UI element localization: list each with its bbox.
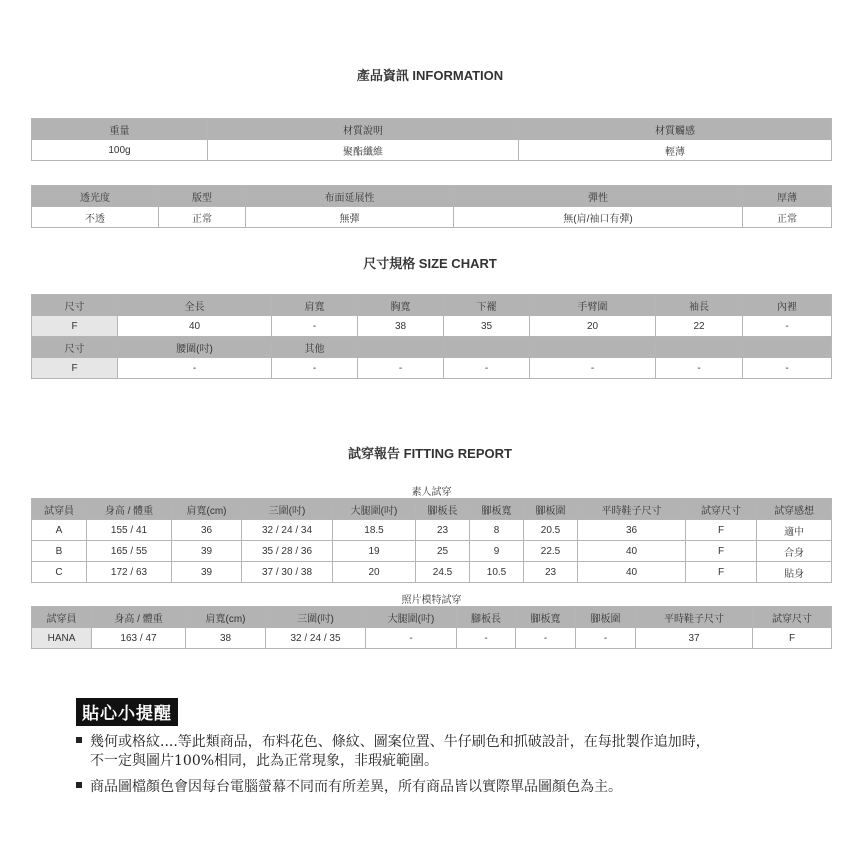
fit1-cell: 25 xyxy=(416,541,470,562)
fit1-header: 三圍(吋) xyxy=(242,499,333,520)
size-header: 其他 xyxy=(272,337,358,358)
fit1-cell: 9 xyxy=(470,541,524,562)
fit1-cell: C xyxy=(32,562,87,583)
fit1-header: 身高 / 體重 xyxy=(87,499,172,520)
size-label: F xyxy=(32,316,118,337)
size-header: 內裡 xyxy=(743,295,832,316)
size-header: 肩寬 xyxy=(272,295,358,316)
fit2-header: 試穿員 xyxy=(32,607,92,628)
fit1-cell: 37 / 30 / 38 xyxy=(242,562,333,583)
size-header xyxy=(656,337,743,358)
fit1-cell: F xyxy=(686,562,757,583)
size-value: - xyxy=(530,358,656,379)
info2-value: 無彈 xyxy=(246,207,454,228)
fit1-cell: 39 xyxy=(172,562,242,583)
size-value: - xyxy=(656,358,743,379)
size-header: 腰圍(吋) xyxy=(118,337,272,358)
notice-item-1-line-1: 幾何或格紋....等此類商品，布料花色、條紋、圖案位置、牛仔刷色和抓破設計，在每批製作追加時， xyxy=(90,734,710,750)
fit1-cell: B xyxy=(32,541,87,562)
fit1-cell: 10.5 xyxy=(470,562,524,583)
fit1-cell: 24.5 xyxy=(416,562,470,583)
fit2-cell: F xyxy=(753,628,832,649)
fit1-cell: 23 xyxy=(524,562,578,583)
size-value: - xyxy=(743,358,832,379)
fit2-header: 肩寬(cm) xyxy=(186,607,266,628)
fit2-cell: - xyxy=(366,628,457,649)
info1-value: 聚酯纖維 xyxy=(208,140,519,161)
square-bullet-icon xyxy=(76,782,82,788)
fit1-cell: 合身 xyxy=(757,541,832,562)
fit1-cell: 20.5 xyxy=(524,520,578,541)
fit2-cell: HANA xyxy=(32,628,92,649)
size-value: - xyxy=(743,316,832,337)
fit2-header: 身高 / 體重 xyxy=(92,607,186,628)
fit1-header: 試穿感想 xyxy=(757,499,832,520)
fit1-cell: 39 xyxy=(172,541,242,562)
fit1-cell: 32 / 24 / 34 xyxy=(242,520,333,541)
size-value: - xyxy=(272,358,358,379)
fit1-header: 試穿尺寸 xyxy=(686,499,757,520)
info1-header: 材質觸感 xyxy=(519,119,832,140)
fit1-cell: 20 xyxy=(333,562,416,583)
fit1-header: 肩寬(cm) xyxy=(172,499,242,520)
size-header: 全長 xyxy=(118,295,272,316)
size-header xyxy=(743,337,832,358)
info2-value: 不透 xyxy=(32,207,159,228)
fit1-cell: 36 xyxy=(578,520,686,541)
info2-header: 彈性 xyxy=(454,186,743,207)
fit1-cell: 40 xyxy=(578,541,686,562)
fit1-header: 腳板寬 xyxy=(470,499,524,520)
size-value: - xyxy=(444,358,530,379)
fit1-cell: 23 xyxy=(416,520,470,541)
size-value: 38 xyxy=(358,316,444,337)
fit1-cell: 35 / 28 / 36 xyxy=(242,541,333,562)
size-value: - xyxy=(358,358,444,379)
fit-table-model xyxy=(31,591,832,649)
info1-value: 100g xyxy=(32,140,208,161)
fit2-cell: 32 / 24 / 35 xyxy=(266,628,366,649)
size-header: 胸寬 xyxy=(358,295,444,316)
fit1-cell: 36 xyxy=(172,520,242,541)
fit1-header: 大腿圍(吋) xyxy=(333,499,416,520)
fit1-header: 腳板圍 xyxy=(524,499,578,520)
fit2-cell: 37 xyxy=(636,628,753,649)
fit1-caption: 素人試穿 xyxy=(32,483,832,499)
fit1-cell: 40 xyxy=(578,562,686,583)
size-label: F xyxy=(32,358,118,379)
notice-item-1-line-2: 不一定與圖片100%相同，此為正常現象，非瑕疵範圍。 xyxy=(90,753,439,769)
fit1-cell: 適中 xyxy=(757,520,832,541)
size-header xyxy=(444,337,530,358)
fit1-cell: F xyxy=(686,520,757,541)
fit2-header: 三圍(吋) xyxy=(266,607,366,628)
info2-header: 厚薄 xyxy=(743,186,832,207)
table-row xyxy=(32,541,832,562)
fit1-cell: 貼身 xyxy=(757,562,832,583)
size-title: 尺寸規格 SIZE CHART xyxy=(363,256,497,271)
size-table xyxy=(31,294,832,379)
fit-title: 試穿報告 FITTING REPORT xyxy=(348,446,512,461)
fit2-header: 試穿尺寸 xyxy=(753,607,832,628)
info2-value: 正常 xyxy=(743,207,832,228)
size-header: 尺寸 xyxy=(32,295,118,316)
size-header: 尺寸 xyxy=(32,337,118,358)
fit2-cell: 38 xyxy=(186,628,266,649)
size-value: - xyxy=(272,316,358,337)
info1-header: 重量 xyxy=(32,119,208,140)
fit2-cell: - xyxy=(576,628,636,649)
info2-value: 正常 xyxy=(159,207,246,228)
info-table-1 xyxy=(31,118,832,161)
size-value: 22 xyxy=(656,316,743,337)
fit2-header: 腳板寬 xyxy=(516,607,576,628)
fit1-header: 腳板長 xyxy=(416,499,470,520)
size-header: 袖長 xyxy=(656,295,743,316)
size-value: 35 xyxy=(444,316,530,337)
size-header xyxy=(358,337,444,358)
size-value: 40 xyxy=(118,316,272,337)
fit2-header: 平時鞋子尺寸 xyxy=(636,607,753,628)
fit1-cell: 22.5 xyxy=(524,541,578,562)
size-header: 下襬 xyxy=(444,295,530,316)
notice-item-1 xyxy=(76,733,710,771)
fit2-header: 腳板長 xyxy=(457,607,516,628)
fit1-cell: 172 / 63 xyxy=(87,562,172,583)
size-header xyxy=(530,337,656,358)
info-title: 產品資訊 INFORMATION xyxy=(356,68,504,83)
size-value: - xyxy=(118,358,272,379)
fit-table-amateur xyxy=(31,483,832,583)
notice-item-2 xyxy=(76,778,622,797)
info1-header: 材質說明 xyxy=(208,119,519,140)
table-row xyxy=(32,562,832,583)
size-value: 20 xyxy=(530,316,656,337)
fit1-header: 平時鞋子尺寸 xyxy=(578,499,686,520)
info2-header: 版型 xyxy=(159,186,246,207)
fit2-header: 大腿圍(吋) xyxy=(366,607,457,628)
fit1-header: 試穿員 xyxy=(32,499,87,520)
info1-value: 輕薄 xyxy=(519,140,832,161)
table-row xyxy=(32,628,832,649)
info2-value: 無(肩/袖口有彈) xyxy=(454,207,743,228)
notice-title: 貼心小提醒 xyxy=(76,698,178,726)
fit1-cell: 18.5 xyxy=(333,520,416,541)
fit1-cell: 155 / 41 xyxy=(87,520,172,541)
fit2-cell: - xyxy=(516,628,576,649)
size-header: 手臂圍 xyxy=(530,295,656,316)
info2-header: 布面延展性 xyxy=(246,186,454,207)
fit1-cell: F xyxy=(686,541,757,562)
fit2-caption: 照片模特試穿 xyxy=(32,591,832,607)
fit2-header: 腳板圍 xyxy=(576,607,636,628)
info-table-2 xyxy=(31,185,832,228)
fit1-cell: 8 xyxy=(470,520,524,541)
fit2-cell: - xyxy=(457,628,516,649)
table-row xyxy=(32,520,832,541)
fit1-cell: 19 xyxy=(333,541,416,562)
fit1-cell: A xyxy=(32,520,87,541)
square-bullet-icon xyxy=(76,737,82,743)
notice-item-2-text: 商品圖檔顏色會因每台電腦螢幕不同而有所差異，所有商品皆以實際單品圖顏色為主。 xyxy=(90,779,622,795)
fit1-cell: 165 / 55 xyxy=(87,541,172,562)
info2-header: 透光度 xyxy=(32,186,159,207)
fit2-cell: 163 / 47 xyxy=(92,628,186,649)
